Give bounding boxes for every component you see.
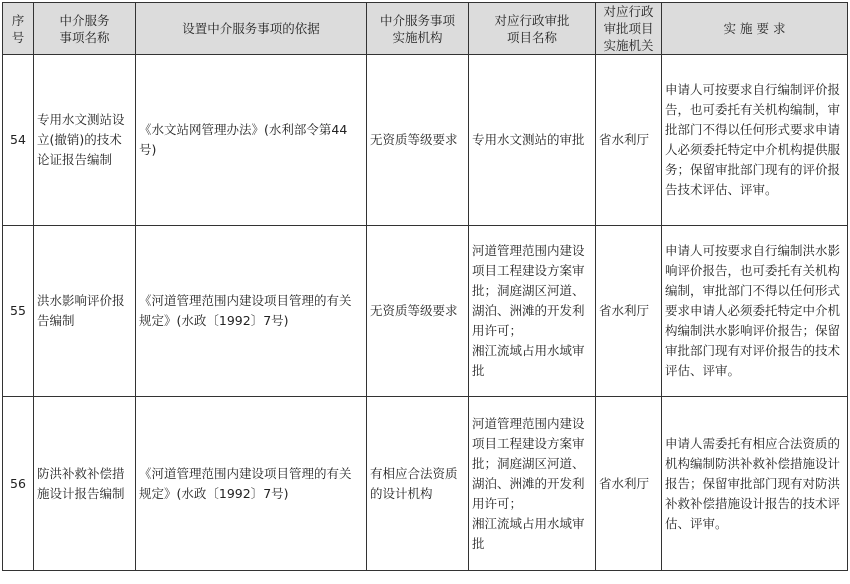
header-row — [3, 3, 848, 55]
approval-agency: 省水利厅 — [596, 226, 662, 397]
approval-agency: 省水利厅 — [596, 55, 662, 226]
header-service-name: 中介服务 事项名称 — [34, 3, 136, 55]
header-agency: 对应行政 审批项目 实施机关 — [596, 3, 662, 55]
requirements: 申请人需委托有相应合法资质的机构编制防洪补救补偿措施设计报告；保留审批部门现有对防洪补救补偿措施设计报告的技术评估、评审。 — [662, 397, 848, 571]
approval-item: 河道管理范围内建设项目工程建设方案审批；洞庭湖区河道、湖泊、洲滩的开发利用许可； 湘江流域占用水域审批 — [469, 226, 596, 397]
implementing-org: 有相应合法资质的设计机构 — [367, 397, 469, 571]
header-approval: 对应行政审批 项目名称 — [469, 3, 596, 55]
service-name: 洪水影响评价报告编制 — [34, 226, 136, 397]
table-row — [3, 55, 848, 226]
requirements: 申请人可按要求自行编制洪水影响评价报告，也可委托有关机构编制，审批部门不得以任何形式要求申请人必须委托特定中介机构编制洪水影响评价报告；保留审批部门现有对评价报告的技术评估、评审。 — [662, 226, 848, 397]
approval-item: 河道管理范围内建设项目工程建设方案审批；洞庭湖区河道、湖泊、洲滩的开发利用许可； 湘江流域占用水域审批 — [469, 397, 596, 571]
table-row — [3, 397, 848, 571]
implementing-org: 无资质等级要求 — [367, 226, 469, 397]
header-org: 中介服务事项 实施机构 — [367, 3, 469, 55]
basis: 《河道管理范围内建设项目管理的有关规定》(水政〔1992〕7号) — [136, 226, 367, 397]
service-name: 专用水文测站设立(撤销)的技术论证报告编制 — [34, 55, 136, 226]
row-number: 56 — [3, 397, 34, 571]
header-requirements: 实 施 要 求 — [662, 3, 848, 55]
row-number: 55 — [3, 226, 34, 397]
basis: 《水文站网管理办法》(水利部令第44号) — [136, 55, 367, 226]
header-basis: 设置中介服务事项的依据 — [136, 3, 367, 55]
service-name: 防洪补救补偿措施设计报告编制 — [34, 397, 136, 571]
row-number: 54 — [3, 55, 34, 226]
implementing-org: 无资质等级要求 — [367, 55, 469, 226]
header-no: 序 号 — [3, 3, 34, 55]
table-row — [3, 226, 848, 397]
requirements: 申请人可按要求自行编制评价报告，也可委托有关机构编制，审批部门不得以任何形式要求申请人必须委托特定中介机构提供服务；保留审批部门现有的评价报告技术评估、评审。 — [662, 55, 848, 226]
items-table — [2, 2, 848, 571]
approval-item: 专用水文测站的审批 — [469, 55, 596, 226]
basis: 《河道管理范围内建设项目管理的有关规定》(水政〔1992〕7号) — [136, 397, 367, 571]
approval-agency: 省水利厅 — [596, 397, 662, 571]
